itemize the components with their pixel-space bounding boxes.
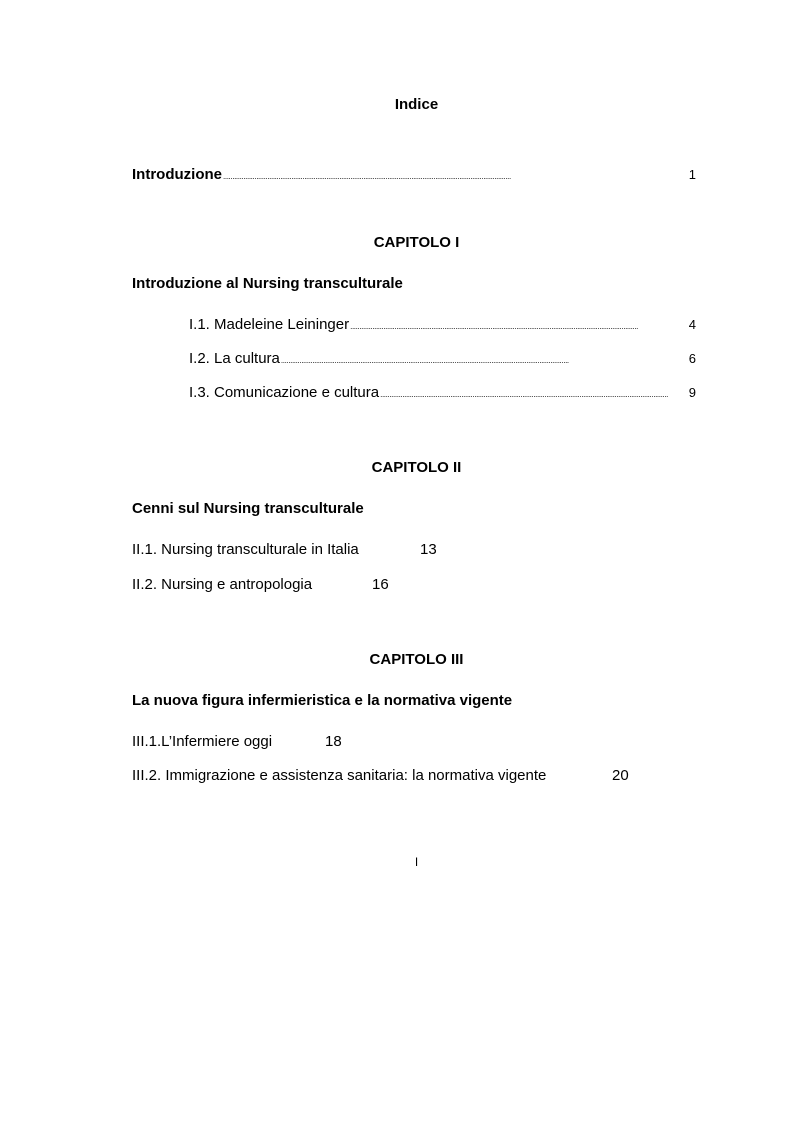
chapter-1-heading: CAPITOLO I: [373, 234, 460, 251]
toc-entry-1-2[interactable]: [189, 350, 696, 367]
toc-entry-page: 9: [688, 385, 696, 400]
chapter-3-title: La nuova figura infermieristica e la normativa vigente: [132, 692, 513, 709]
toc-entry-page: 13: [420, 541, 437, 558]
toc-entry-page: 16: [372, 576, 389, 593]
toc-intro-label: Introduzione: [132, 166, 222, 183]
toc-entry-1-1[interactable]: [189, 316, 696, 333]
toc-entry-page: 6: [688, 351, 696, 366]
toc-entry-page: 18: [325, 733, 342, 750]
leader-dots: [380, 390, 688, 399]
chapter-3-heading: CAPITOLO III: [369, 651, 464, 668]
toc-entry-label: I.3. Comunicazione e cultura: [189, 384, 380, 401]
chapter-1-title: Introduzione al Nursing transculturale: [132, 275, 403, 292]
toc-entry-label: I.1. Madeleine Leininger: [189, 316, 350, 333]
toc-entry-3-1[interactable]: [132, 733, 272, 750]
toc-entry-3-2[interactable]: [132, 767, 546, 784]
toc-entry-2-1[interactable]: [132, 541, 359, 558]
toc-entry-label: II.1. Nursing transculturale in Italia: [132, 541, 359, 558]
leader-dots: [281, 356, 688, 365]
chapter-2-title: Cenni sul Nursing transculturale: [132, 500, 364, 517]
toc-entry-label: III.1.L’Infermiere oggi: [132, 733, 273, 750]
toc-entry-label: I.2. La cultura: [189, 350, 280, 367]
toc-entry-page: 4: [688, 317, 696, 332]
leader-dots: [350, 322, 688, 331]
toc-intro[interactable]: [132, 166, 696, 183]
toc-entry-label: III.2. Immigrazione e assistenza sanitaria: la normativa vigente: [132, 767, 547, 784]
page-number: I: [414, 855, 419, 869]
leader-dots: [223, 172, 688, 181]
page-title: Indice: [394, 96, 439, 113]
toc-entry-page: 20: [612, 767, 629, 784]
chapter-2-heading: CAPITOLO II: [371, 459, 462, 476]
toc-intro-page: 1: [688, 167, 696, 182]
toc-entry-2-2[interactable]: [132, 576, 312, 593]
toc-entry-label: II.2. Nursing e antropologia: [132, 576, 313, 593]
toc-entry-1-3[interactable]: [189, 384, 696, 401]
